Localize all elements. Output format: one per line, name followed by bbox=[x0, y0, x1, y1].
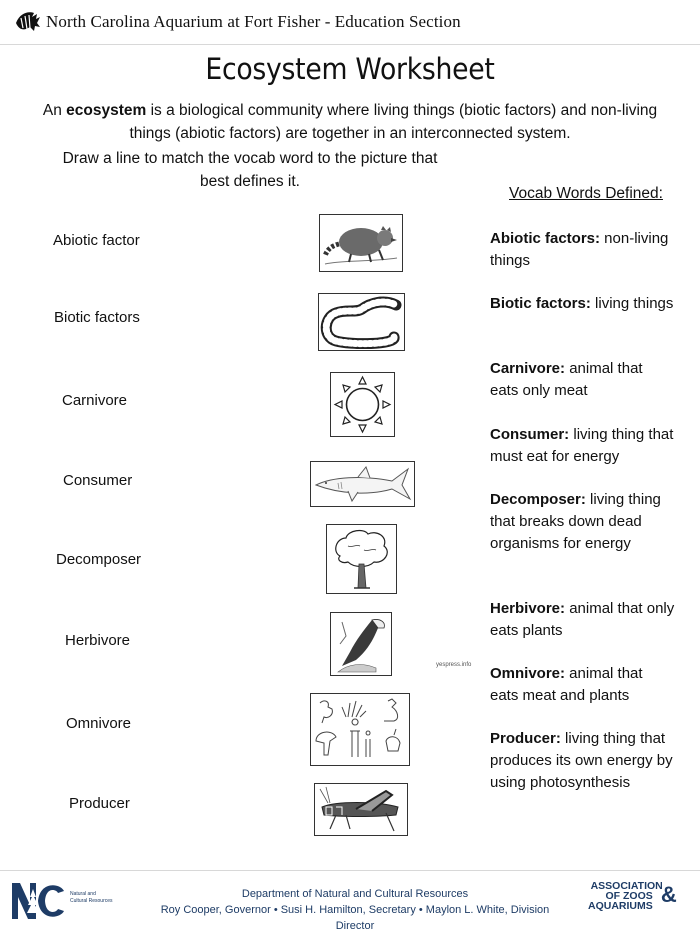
definition-text: living thing that must eat for energy bbox=[490, 426, 674, 465]
aza-line1: ASSOCIATION bbox=[590, 880, 663, 892]
definition-text: animal that eats only meat bbox=[490, 360, 643, 399]
term-biotic-factors: Biotic factors bbox=[54, 309, 140, 326]
worm-icon bbox=[320, 295, 403, 349]
intro-line2: things (abiotic factors) are together in an interconnected system. bbox=[129, 125, 571, 142]
aza-ampersand-icon: & bbox=[660, 882, 677, 907]
definition-decomposer bbox=[490, 489, 665, 555]
eagle-icon bbox=[332, 614, 390, 674]
grasshopper-icon bbox=[316, 785, 406, 834]
nc-sub-line1: Natural and bbox=[70, 891, 96, 897]
definition-biotic bbox=[490, 293, 695, 315]
term-consumer: Consumer bbox=[63, 472, 133, 489]
definition-term: Consumer: bbox=[490, 426, 570, 443]
instructions bbox=[30, 147, 470, 193]
definition-text: animal that eats meat and plants bbox=[490, 665, 643, 704]
picture-sun bbox=[330, 372, 395, 437]
definition-term: Herbivore: bbox=[490, 600, 566, 617]
definition-term: Omnivore: bbox=[490, 665, 566, 682]
definition-abiotic bbox=[490, 228, 695, 272]
definition-text: living things bbox=[590, 295, 674, 312]
definition-term: Abiotic factors: bbox=[490, 230, 601, 247]
footer-text bbox=[130, 886, 580, 933]
raccoon-icon bbox=[321, 216, 401, 270]
footer-officials: Roy Cooper, Governor • Susi H. Hamilton, Secretary • Maylon L. White, Division bbox=[160, 904, 550, 916]
definition-term: Biotic factors: bbox=[490, 295, 591, 312]
term-producer: Producer bbox=[69, 795, 130, 812]
aza-line3: AQUARIUMS bbox=[588, 900, 653, 912]
intro-paragraph bbox=[10, 99, 690, 145]
picture-eagle bbox=[330, 612, 392, 676]
term-omnivore: Omnivore bbox=[66, 715, 132, 732]
page-header bbox=[0, 0, 700, 45]
term-carnivore: Carnivore bbox=[62, 392, 128, 409]
definition-text: animal that only eats plants bbox=[490, 600, 675, 639]
term-abiotic-factor: Abiotic factor bbox=[53, 232, 140, 249]
intro-bold-word: ecosystem bbox=[66, 102, 147, 119]
page-title: Ecosystem Worksheet bbox=[205, 52, 495, 86]
intro-prefix: An bbox=[42, 102, 67, 119]
definition-producer bbox=[490, 728, 690, 794]
tree-icon bbox=[328, 526, 395, 592]
instructions-line2: best defines it. bbox=[200, 173, 300, 190]
definition-term: Decomposer: bbox=[490, 491, 586, 508]
watermark: yespress.info bbox=[436, 662, 472, 668]
picture-grasshopper bbox=[314, 783, 408, 836]
footer-officials-cont: Director bbox=[335, 920, 375, 932]
nc-logo-icon bbox=[12, 881, 66, 921]
page-footer bbox=[0, 870, 700, 933]
header-title: North Carolina Aquarium at Fort Fisher - Education Section bbox=[46, 12, 461, 31]
definition-term: Producer: bbox=[490, 730, 561, 747]
definition-text: non-living things bbox=[490, 230, 669, 269]
picture-shark bbox=[310, 461, 415, 507]
footer-department: Department of Natural and Cultural Resources bbox=[241, 888, 469, 900]
definition-text: living thing that breaks down dead organisms for energy bbox=[490, 491, 661, 552]
term-decomposer: Decomposer bbox=[56, 551, 142, 568]
picture-worm bbox=[318, 293, 405, 351]
picture-tree bbox=[326, 524, 397, 594]
fish-logo-icon bbox=[14, 9, 42, 35]
definition-carnivore bbox=[490, 358, 675, 402]
sun-icon bbox=[332, 374, 393, 435]
term-herbivore: Herbivore bbox=[65, 632, 131, 649]
shark-icon bbox=[312, 463, 413, 505]
definition-consumer bbox=[490, 424, 680, 468]
picture-organisms bbox=[310, 693, 410, 766]
intro-line1: is a biological community where living things (biotic factors) and non-living bbox=[146, 102, 658, 119]
definition-omnivore bbox=[490, 663, 675, 707]
definition-term: Carnivore: bbox=[490, 360, 566, 377]
nc-sub-line2: Cultural Resources bbox=[70, 898, 113, 904]
instructions-line1: Draw a line to match the vocab word to the picture that bbox=[62, 150, 438, 167]
organisms-collage-icon bbox=[312, 695, 408, 764]
vocab-heading: Vocab Words Defined: bbox=[509, 185, 663, 202]
definition-herbivore bbox=[490, 598, 675, 642]
picture-raccoon bbox=[319, 214, 403, 272]
aza-logo bbox=[588, 880, 677, 912]
definition-text: living thing that produces its own energy by using photosynthesis bbox=[490, 730, 673, 791]
nc-logo-subtitle bbox=[70, 891, 113, 905]
aza-line2: OF ZOOS bbox=[605, 890, 653, 902]
